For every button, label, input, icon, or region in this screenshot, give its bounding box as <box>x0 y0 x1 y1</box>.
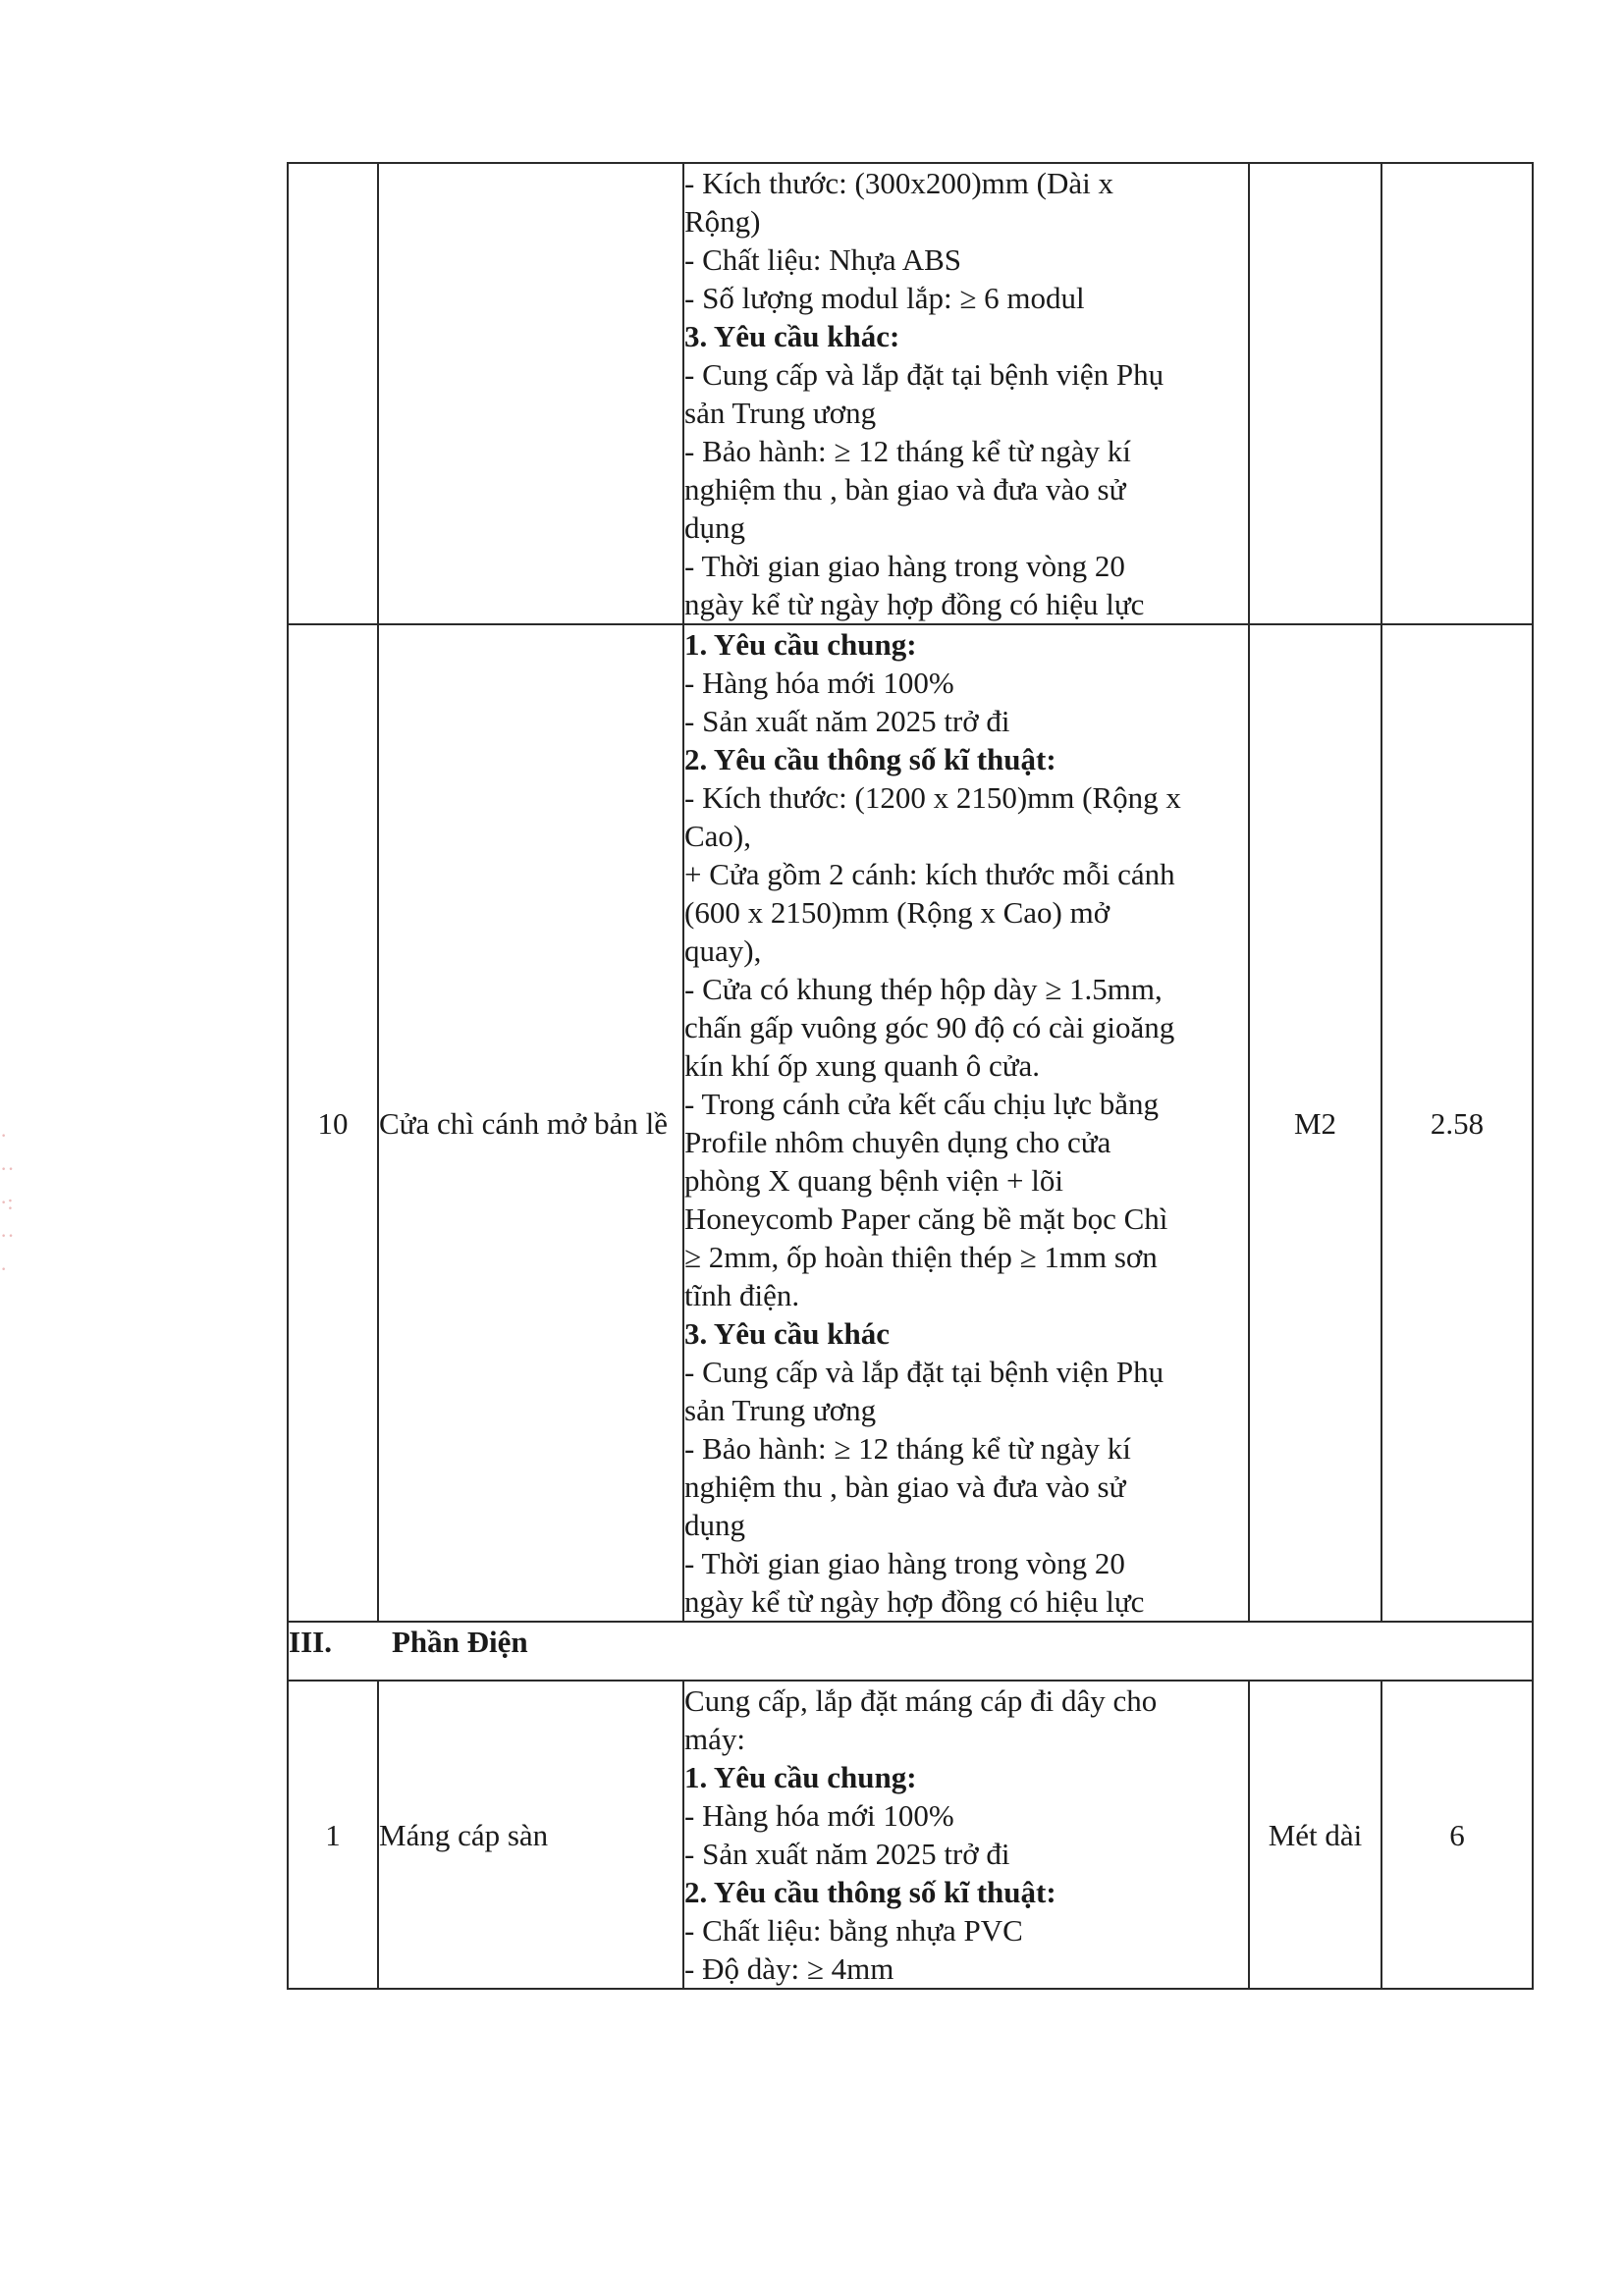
desc-heading: 3. Yêu cầu khác <box>684 1316 890 1351</box>
desc-heading: 1. Yêu cầu chung: <box>684 627 917 662</box>
name-cell: Cửa chì cánh mở bản lề <box>378 624 683 1622</box>
desc-line: - Số lượng modul lắp: ≥ 6 modul <box>684 281 1085 315</box>
desc-line: - Cửa có khung thép hộp dày ≥ 1.5mm, <box>684 972 1163 1006</box>
table-row <box>288 624 1533 1622</box>
desc-line: Cung cấp, lắp đặt máng cáp đi dây cho <box>684 1683 1158 1718</box>
desc-line: sản Trung ương <box>684 396 877 430</box>
section-heading <box>288 1622 1533 1681</box>
desc-line: ngày kể từ ngày hợp đồng có hiệu lực <box>684 1584 1145 1619</box>
faint-stamp-mark: · ·· ·: ·· · <box>0 1123 15 1281</box>
desc-heading: 2. Yêu cầu thông số kĩ thuật: <box>684 1875 1056 1909</box>
desc-line: - Chất liệu: bằng nhựa PVC <box>684 1913 1023 1948</box>
desc-line: - Kích thước: (300x200)mm (Dài x <box>684 166 1113 200</box>
desc-heading: 2. Yêu cầu thông số kĩ thuật: <box>684 742 1056 776</box>
name-cell: Máng cáp sàn <box>378 1681 683 1989</box>
stt-cell <box>288 163 378 624</box>
desc-lines <box>684 1682 1248 1988</box>
qty-cell: 6 <box>1381 1681 1533 1989</box>
desc-line: Cao), <box>684 819 752 853</box>
desc-cell <box>683 1681 1249 1989</box>
desc-heading: 1. Yêu cầu chung: <box>684 1760 917 1794</box>
spec-table <box>287 162 1534 1990</box>
section-row <box>288 1622 1533 1681</box>
desc-line: - Sản xuất năm 2025 trở đi <box>684 704 1010 738</box>
unit-cell: M2 <box>1249 624 1381 1622</box>
desc-heading: 3. Yêu cầu khác: <box>684 319 900 353</box>
unit-cell <box>1249 163 1381 624</box>
desc-line: - Kích thước: (1200 x 2150)mm (Rộng x <box>684 780 1181 815</box>
unit-cell: Mét dài <box>1249 1681 1381 1989</box>
desc-lines <box>684 164 1248 623</box>
desc-line: Honeycomb Paper căng bề mặt bọc Chì <box>684 1201 1168 1236</box>
desc-line: nghiệm thu , bàn giao và đưa vào sử <box>684 1469 1126 1504</box>
table-row <box>288 1681 1533 1989</box>
desc-line: Rộng) <box>684 204 761 239</box>
stt-cell: 10 <box>288 624 378 1622</box>
desc-line: dụng <box>684 510 745 545</box>
desc-line: - Sản xuất năm 2025 trở đi <box>684 1837 1010 1871</box>
qty-cell <box>1381 163 1533 624</box>
desc-cell <box>683 624 1249 1622</box>
desc-line: - Chất liệu: Nhựa ABS <box>684 242 962 277</box>
section-title: Phần Điện <box>392 1625 528 1659</box>
desc-cell <box>683 163 1249 624</box>
desc-lines <box>684 625 1248 1621</box>
name-cell <box>378 163 683 624</box>
desc-line: kín khí ốp xung quanh ô cửa. <box>684 1048 1041 1083</box>
desc-line: - Cung cấp và lắp đặt tại bệnh viện Phụ <box>684 357 1164 392</box>
desc-line: - Bảo hành: ≥ 12 tháng kể từ ngày kí <box>684 1431 1131 1466</box>
desc-line: quay), <box>684 934 762 968</box>
desc-line: nghiệm thu , bàn giao và đưa vào sử <box>684 472 1126 507</box>
desc-line: - Cung cấp và lắp đặt tại bệnh viện Phụ <box>684 1355 1164 1389</box>
desc-line: - Trong cánh cửa kết cấu chịu lực bằng <box>684 1087 1159 1121</box>
desc-line: (600 x 2150)mm (Rộng x Cao) mở <box>684 895 1110 930</box>
qty-cell: 2.58 <box>1381 624 1533 1622</box>
desc-line: phòng X quang bệnh viện + lõi <box>684 1163 1063 1198</box>
section-number: III. <box>289 1625 332 1659</box>
desc-line: Profile nhôm chuyên dụng cho cửa <box>684 1125 1111 1159</box>
desc-line: ≥ 2mm, ốp hoàn thiện thép ≥ 1mm sơn <box>684 1240 1158 1274</box>
desc-line: máy: <box>684 1722 745 1756</box>
desc-line: tĩnh điện. <box>684 1278 800 1312</box>
stt-cell: 1 <box>288 1681 378 1989</box>
desc-line: sản Trung ương <box>684 1393 877 1427</box>
desc-line: - Hàng hóa mới 100% <box>684 666 954 700</box>
desc-line: - Bảo hành: ≥ 12 tháng kể từ ngày kí <box>684 434 1131 468</box>
desc-line: - Độ dày: ≥ 4mm <box>684 1951 894 1986</box>
table-row <box>288 163 1533 624</box>
desc-line: chấn gấp vuông góc 90 độ có cài gioăng <box>684 1010 1175 1044</box>
desc-line: ngày kể từ ngày hợp đồng có hiệu lực <box>684 587 1145 621</box>
desc-line: - Thời gian giao hàng trong vòng 20 <box>684 549 1125 583</box>
desc-line: dụng <box>684 1508 745 1542</box>
desc-line: - Thời gian giao hàng trong vòng 20 <box>684 1546 1125 1580</box>
desc-line: + Cửa gồm 2 cánh: kích thước mỗi cánh <box>684 857 1175 891</box>
desc-line: - Hàng hóa mới 100% <box>684 1798 954 1833</box>
